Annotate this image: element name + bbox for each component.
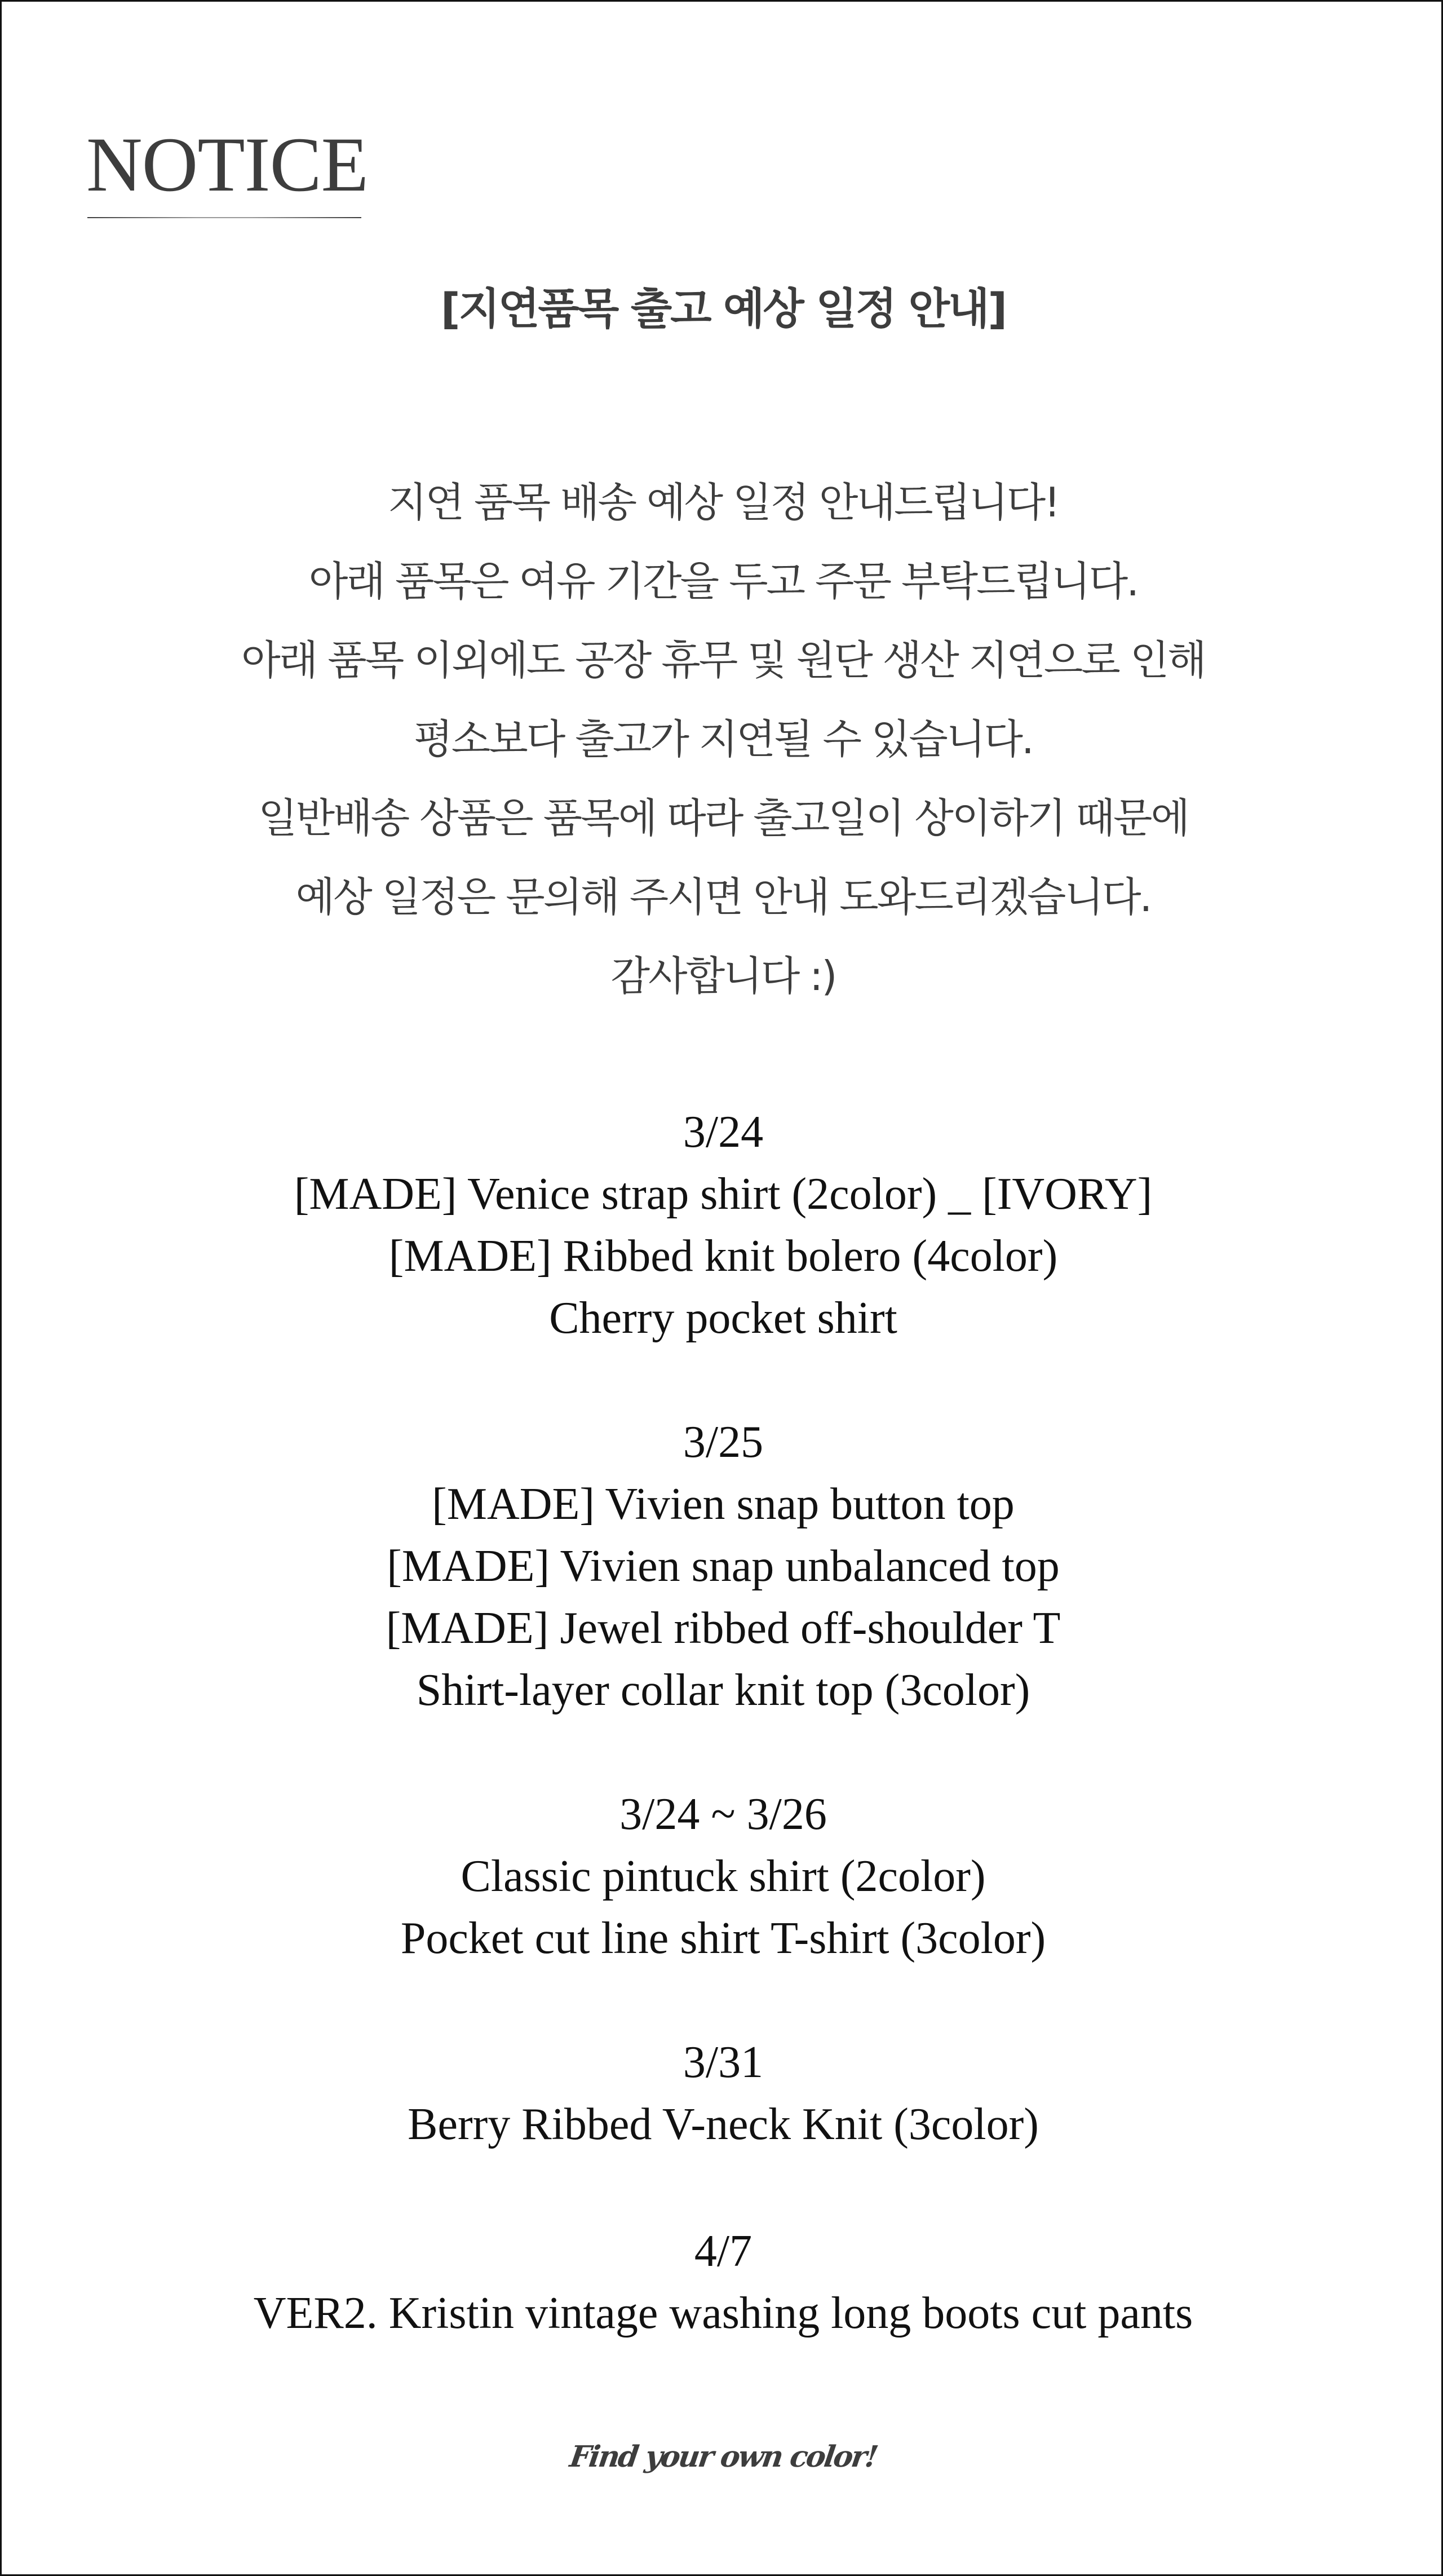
page-title: NOTICE [86, 121, 368, 207]
schedule-item: Classic pintuck shirt (2color) [461, 1852, 986, 1901]
schedule-item: [MADE] Venice strap shirt (2color) _ [IVORY] [294, 1169, 1153, 1219]
schedule-item: Shirt-layer collar knit top (3color) [416, 1665, 1030, 1715]
brand-tagline: Find your own color! [568, 2440, 879, 2474]
schedule-group [2, 2031, 1443, 2155]
notice-line: 지연 품목 배송 예상 일정 안내드립니다! [387, 479, 1059, 526]
schedule-item: VER2. Kristin vintage washing long boots cut pants [253, 2288, 1193, 2338]
schedule-date: 3/24 [683, 1107, 764, 1157]
notice-line: 평소보다 출고가 지연될 수 있습니다. [414, 715, 1033, 763]
notice-subtitle: [지연품목 출고 예상 일정 안내] [440, 284, 1006, 334]
schedule-item: [MADE] Ribbed knit bolero (4color) [388, 1231, 1058, 1281]
schedule-item: [MADE] Jewel ribbed off-shoulder T [386, 1603, 1061, 1653]
schedule-date: 4/7 [694, 2226, 753, 2276]
notice-line: 아래 품목은 여유 기간을 두고 주문 부탁드립니다. [308, 558, 1138, 605]
schedule-item: Pocket cut line shirt T-shirt (3color) [400, 1914, 1046, 1963]
schedule-item: [MADE] Vivien snap button top [432, 1479, 1015, 1529]
schedule-date: 3/24 ~ 3/26 [619, 1789, 827, 1839]
schedule-date: 3/25 [683, 1417, 764, 1467]
schedule-group [2, 2220, 1443, 2344]
notice-line: 감사합니다 :) [610, 952, 836, 1000]
notice-line: 예상 일정은 문의해 주시면 안내 도와드리겠습니다. [295, 873, 1151, 921]
notice-line: 아래 품목 이외에도 공장 휴무 및 원단 생산 지연으로 인해 [241, 637, 1205, 684]
schedule-group [2, 1101, 1443, 1349]
schedule-item: Berry Ribbed V-neck Knit (3color) [408, 2100, 1039, 2149]
notice-line: 일반배송 상품은 품목에 따라 출고일이 상이하기 때문에 [258, 794, 1189, 842]
title-underline [87, 217, 361, 218]
schedule-item: [MADE] Vivien snap unbalanced top [387, 1541, 1060, 1591]
schedule-group [2, 1783, 1443, 1969]
schedule-item: Cherry pocket shirt [549, 1293, 897, 1343]
schedule-group [2, 1411, 1443, 1721]
notice-body [2, 463, 1443, 1015]
schedule-date: 3/31 [683, 2038, 764, 2087]
